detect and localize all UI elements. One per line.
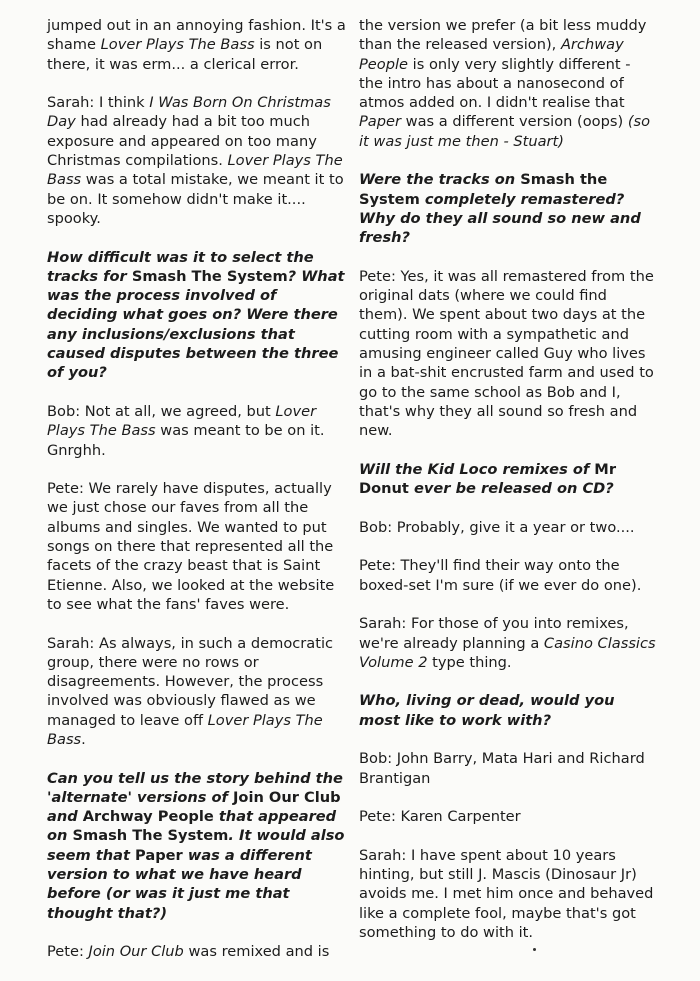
text-run: Sarah: I have spent about 10 years hinting, but still J. Mascis (Dinosaur Jr) avoids me. I met him once and behaved like a complete fool, maybe that's got something to do with it. xyxy=(359,846,654,941)
text-run: Bob: Probably, give it a year or two.... xyxy=(359,518,635,536)
title-run: Archway People xyxy=(82,808,214,826)
title-run: Join Our Club xyxy=(88,943,184,961)
interview-answer xyxy=(47,479,347,614)
interview-answer xyxy=(359,267,659,441)
interview-answer xyxy=(359,16,659,151)
text-run: Pete: Yes, it was all remastered from the original dats (where we could find them). We spent about two days at the cutting room with a sympathetic and amusing engineer called Guy who lives in a bat-shit encrusted farm and used to go to the same school as Bob and I, that's why they all sound so fresh and new. xyxy=(359,267,654,440)
title-run: Lover Plays The Bass xyxy=(47,711,323,748)
interview-answer xyxy=(359,807,659,826)
title-run: Lover Plays The Bass xyxy=(47,152,343,189)
text-run: ever be released on CD? xyxy=(408,480,614,498)
text-run: Bob: Not at all, we agreed, but xyxy=(47,402,276,420)
text-run: Bob: John Barry, Mata Hari and Richard Brantigan xyxy=(359,750,645,787)
text-run: Will the Kid Loco remixes of xyxy=(359,460,595,478)
title-run: Casino Classics Volume 2 xyxy=(359,634,656,671)
interview-answer xyxy=(47,634,347,750)
interview-answer xyxy=(47,93,347,228)
text-run: was remixed and is xyxy=(183,943,330,961)
title-run: Smash The System xyxy=(131,267,288,285)
interview-answer xyxy=(359,556,659,595)
interview-answer xyxy=(47,16,347,74)
interview-question xyxy=(47,769,347,923)
text-run: was a total mistake, we meant it to be on. It somehow didn't make it.... spooky. xyxy=(47,171,344,227)
title-run: Smash The System xyxy=(72,827,229,845)
interview-question xyxy=(359,691,659,730)
text-run: Pete: Karen Carpenter xyxy=(359,808,521,826)
title-run: Join Our Club xyxy=(233,788,341,806)
text-run: Pete: We rarely have disputes, actually we just chose our faves from all the albums and singles. We wanted to put songs on there that represented all the facets of the crazy beast that is Saint Etienne. Also, we looked at the website to see what the fans' faves were. xyxy=(47,480,335,613)
title-run: Mr Donut xyxy=(359,460,617,498)
text-run: Were the tracks on xyxy=(359,171,521,189)
interview-question xyxy=(359,460,659,499)
text-run: was meant to be on it. Gnrghh. xyxy=(47,422,325,459)
text-run: is only very slightly different - the intro has about a nanosecond of atmos added on. I didn't realise that xyxy=(359,55,631,112)
text-run: was a different version to what we have heard before (or was it just me that thought that?) xyxy=(47,846,312,922)
text-run: was a different version (oops) xyxy=(401,113,628,131)
interview-answer xyxy=(359,749,659,788)
title-run: Paper xyxy=(135,846,183,864)
text-run: ? What was the process involved of deciding what goes on? Were there any inclusions/exclusions that caused disputes between the three of you? xyxy=(47,267,345,382)
title-run: Paper xyxy=(359,113,401,131)
text-run: the version we prefer (a bit less muddy than the released version), xyxy=(359,17,647,54)
title-run: I Was Born On Christmas Day xyxy=(47,94,331,131)
title-run: (so it was just me then - Stuart) xyxy=(359,113,651,150)
text-run: . xyxy=(81,730,86,748)
interview-answer xyxy=(359,518,659,537)
text-run: completely remastered? Why do they all sound so new and fresh? xyxy=(359,190,641,247)
interview-answer xyxy=(47,942,347,961)
interview-question xyxy=(47,248,347,383)
text-run: . It would also seem that xyxy=(47,827,345,864)
text-run: Sarah: I think xyxy=(47,94,150,112)
text-run: How difficult was it to select the tracks for xyxy=(47,248,314,285)
interview-question xyxy=(359,170,659,247)
text-run: jumped out in an annoying fashion. It's a shame xyxy=(47,17,346,54)
text-run: had already had a bit too much exposure and appeared on too many Christmas compilations. xyxy=(47,113,317,170)
title-run: Smash the System xyxy=(359,171,608,208)
interview-answer xyxy=(359,846,659,942)
left-column xyxy=(47,16,347,981)
text-run: Can you tell us the story behind the 'alternate' versions of xyxy=(47,769,343,806)
text-run: is not on there, it was erm... a clerical error. xyxy=(47,36,323,73)
title-run: Lover Plays The Bass xyxy=(100,36,255,54)
text-run: Sarah: As always, in such a democratic group, there were no rows or disagreements. However, the process involved was obviously flawed as we managed to leave off xyxy=(47,634,334,729)
interview-answer xyxy=(359,614,659,672)
text-run: and xyxy=(47,808,83,826)
text-run: Pete: xyxy=(47,943,89,961)
title-run: Archway People xyxy=(359,36,624,73)
right-column xyxy=(359,16,659,962)
text-run: Pete: They'll find their way onto the boxed-set I'm sure (if we ever do one). xyxy=(359,557,642,594)
text-run: Sarah: For those of you into remixes, we're already planning a xyxy=(359,615,629,652)
text-run: that appeared on xyxy=(47,808,337,845)
print-speck xyxy=(533,948,536,951)
text-run: Who, living or dead, would you most like to work with? xyxy=(359,692,615,729)
title-run: Lover Plays The Bass xyxy=(47,402,317,440)
text-run: type thing. xyxy=(427,653,512,671)
interview-answer xyxy=(47,402,347,460)
